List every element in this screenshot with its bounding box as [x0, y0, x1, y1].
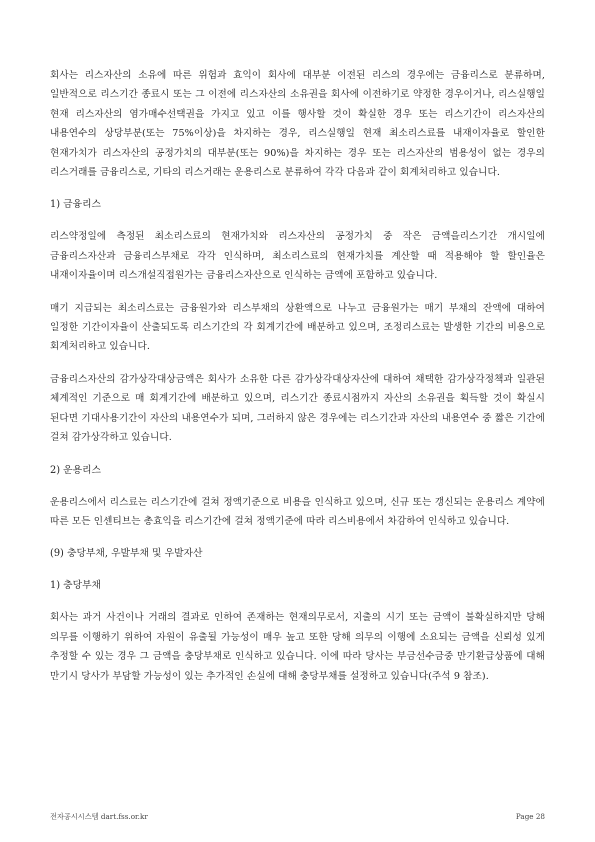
paragraph-lease-classification: 회사는 리스자산의 소유에 따른 위험과 효익이 회사에 대부분 이전된 리스의 경우에는 금융리스로 분류하며, 일반적으로 리스기간 종료시 또는 그 이전에 리스자산의 소유권을 회사에 이전하기로 약정한 경우이거나, 리스실행일 현재 리스자산의 염가매수선택권을 가지고 있고 이를 행사할 것이 확실한 경우 또는 리스기간이 리스자산의 내용연수의 상당부분(또는 75%이상)을 차지하는 경우, 리스실행일 현재 최소리스료를 내재이자율로 할인한 현재가치가 리스자산의 공정가치의 대부분(또는 90%)을 차지하는 경우 또는 리스자산의 범용성이 없는 경우의 리스거래를 금융리스로, 기타의 리스거래는 운용리스로 분류하여 각각 다음과 같이 회계처리하고 있습니다.	[50, 70, 545, 179]
paragraph-finance-lease-recognition: 리스약정일에 측정된 최소리스료의 현재가치와 리스자산의 공정가치 중 작은 금액을리스기간 개시일에 금융리스자산과 금융리스부채로 각각 인식하며, 최소리스료의 현재가치를 계산할 때 적용해야 할 할인율은 내재이자율이며 리스개설직접원가는 금융리스자산으로 인식하는 금액에 포함하고 있습니다.	[50, 231, 545, 282]
section-heading-provisions: (9) 충당부채, 우발부채 및 우발자산	[50, 548, 203, 560]
section-heading-provision-liabilities: 1) 충당부채	[50, 580, 102, 592]
footer-page-number: Page 28	[515, 812, 545, 821]
paragraph-finance-lease-depreciation: 금융리스자산의 감가상각대상금액은 회사가 소유한 다른 감가상각대상자산에 대하여 채택한 감가상각정책과 일관된 체계적인 기준으로 매 회계기간에 배분하고 있으며, 리스기간 종료시점까지 자산의 소유권을 획득할 것이 확실시 된다면 기대사용기간이 자산의 내용연수가 되며, 그러하지 않은 경우에는 리스기간과 자산의 내용연수 중 짧은 기간에 걸쳐 감가상각하고 있습니다.	[50, 373, 545, 444]
paragraph-operating-lease: 운용리스에서 리스료는 리스기간에 걸쳐 정액기준으로 비용을 인식하고 있으며, 신규 또는 갱신되는 운용리스 계약에 따른 모든 인센티브는 총효익을 리스기간에 걸쳐 정액기준에 따라 리스비용에서 차감하여 인식하고 있습니다.	[50, 496, 545, 527]
section-heading-operating-lease: 2) 운용리스	[50, 464, 102, 476]
document-body	[50, 66, 545, 699]
paragraph-provision-liabilities: 회사는 과거 사건이나 거래의 결과로 인하여 존재하는 현재의무로서, 지출의 시기 또는 금액이 불확실하지만 당해 의무를 이행하기 위하여 자원이 유출될 가능성이 매우 높고 또한 당해 의무의 이행에 소요되는 금액을 신뢰성 있게 추정할 수 있는 경우 그 금액을 충당부채로 인식하고 있습니다. 이에 따라 당사는 부금선수금중 만기환급상품에 대해 만기시 당사가 부담할 가능성이 있는 추가적인 손실에 대해 충당부채를 설정하고 있습니다(주석 9 참조).	[50, 612, 545, 682]
section-heading-finance-lease: 1) 금융리스	[50, 199, 102, 211]
paragraph-finance-lease-payments: 매기 지급되는 최소리스료는 금융원가와 리스부채의 상환액으로 나누고 금융원가는 매기 부채의 잔액에 대하여 일정한 기간이자율이 산출되도록 리스기간의 각 회계기간에 배분하고 있으며, 조정리스료는 발생한 기간의 비용으로 회계처리하고 있습니다.	[50, 302, 545, 353]
footer-source: 전자공시시스템 dart.fss.or.kr	[50, 812, 148, 821]
